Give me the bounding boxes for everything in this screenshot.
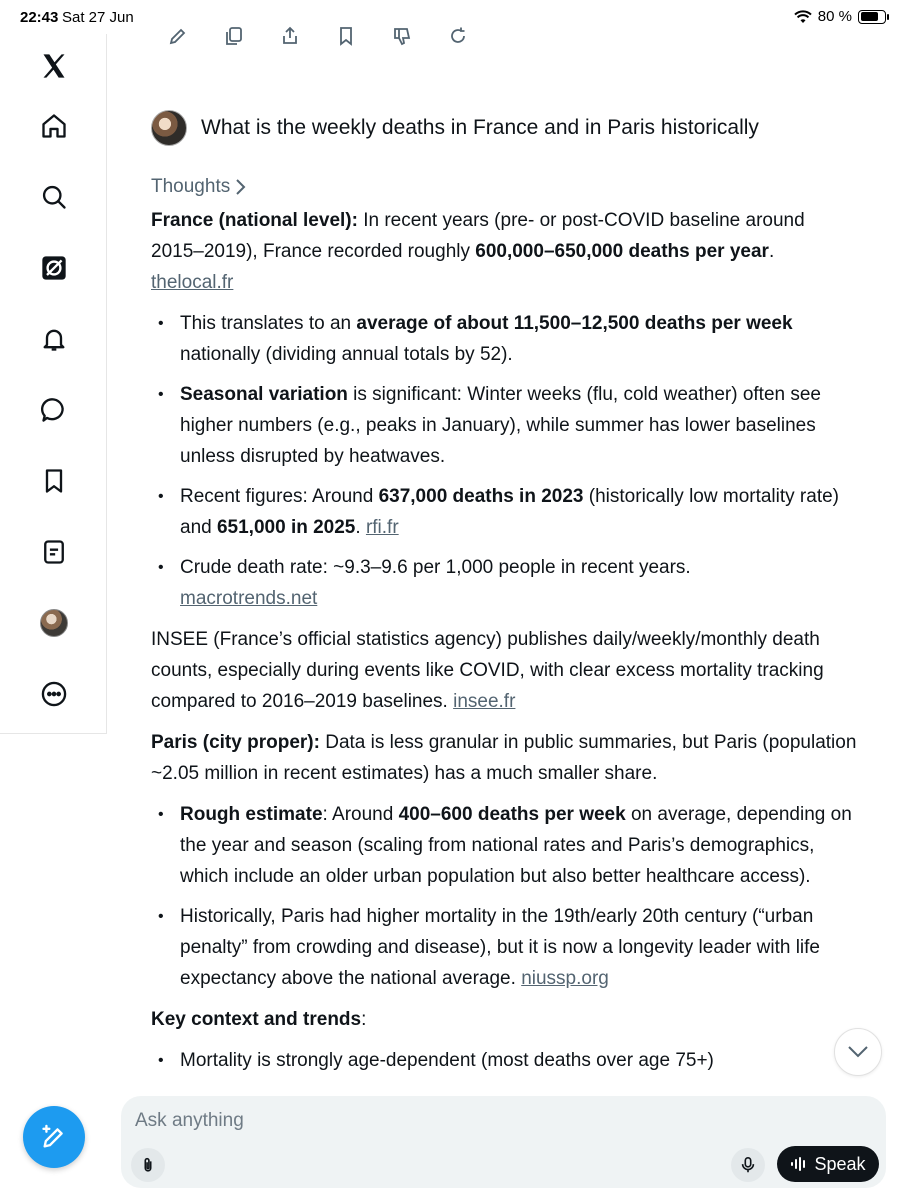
source-link-niussp[interactable]: niussp.org: [521, 968, 609, 989]
bullet-text: This translates to an: [180, 313, 357, 334]
france-bold1: 600,000–650,000 deaths per year: [475, 241, 769, 262]
bell-icon[interactable]: [34, 319, 74, 359]
waveform-icon: [790, 1156, 808, 1172]
paris-text: Data is less granular in public summaries, but Paris (population ~2.05 million in recent estimates) has a much smaller share.: [151, 732, 857, 784]
france-bullets: [151, 308, 861, 614]
france-text2: .: [768, 241, 775, 262]
paragraph-insee: [151, 624, 861, 717]
list-item: [151, 552, 861, 614]
x-logo-icon[interactable]: [34, 46, 74, 86]
search-icon[interactable]: [34, 177, 74, 217]
question-text: What is the weekly deaths in France and in Paris historically: [201, 116, 759, 139]
key-context-colon: :: [361, 1009, 367, 1030]
bullet-bold: 400–600 deaths per week: [398, 804, 626, 825]
paragraph-key-context: [151, 1004, 861, 1035]
bookmark-icon[interactable]: [34, 461, 74, 501]
user-question: [151, 110, 851, 146]
bullet-bold: average of about 11,500–12,500 deaths per week: [356, 313, 793, 334]
message-icon[interactable]: [34, 390, 74, 430]
paperclip-icon: [139, 1156, 157, 1174]
status-time: 22:43: [20, 9, 59, 26]
mic-icon: [739, 1156, 757, 1174]
list-item: [151, 799, 861, 892]
paris-bullets: [151, 799, 861, 994]
key-context-bullets: [151, 1045, 861, 1071]
bullet-bold: 651,000 in 2025: [216, 517, 356, 538]
bullet-text: nationally (dividing annual totals by 52).: [180, 344, 513, 365]
bullet-text: Crude death rate: ~9.3–9.6 per 1,000 people in recent years.: [180, 557, 691, 578]
thoughts-toggle[interactable]: [151, 171, 861, 202]
paris-heading: Paris (city proper):: [151, 732, 320, 753]
answer-content: [151, 171, 861, 1070]
thumbs-down-icon[interactable]: [392, 26, 412, 46]
battery-percent: 80 %: [817, 8, 852, 25]
edit-icon[interactable]: [168, 26, 188, 46]
sidebar: [0, 34, 107, 734]
bullet-text: : Around: [322, 804, 399, 825]
bullet-text: Recent figures: Around: [180, 486, 379, 507]
chevron-down-icon: [847, 1045, 869, 1059]
source-link-insee[interactable]: insee.fr: [453, 691, 516, 712]
list-item: [151, 308, 861, 370]
bullet-text: is significant: Winter weeks (flu, cold weather) often see higher numbers (e.g., peaks in January), while summer has lower baselines unless disrupted by heatwaves.: [180, 384, 821, 467]
composer: [121, 1096, 886, 1188]
bullet-text: (historically low mortality rate) and: [180, 486, 839, 538]
avatar: [151, 110, 187, 146]
compose-icon: [40, 1123, 68, 1151]
copy-icon[interactable]: [224, 26, 244, 46]
speak-label: Speak: [814, 1153, 866, 1174]
france-heading: France (national level):: [151, 210, 358, 231]
bookmark-answer-icon[interactable]: [336, 26, 356, 46]
paragraph-paris: [151, 727, 861, 789]
source-link-macrotrends[interactable]: macrotrends.net: [180, 588, 318, 609]
france-text1: In recent years (pre- or post-COVID baseline around 2015–2019), France recorded roughly: [151, 210, 805, 262]
source-link-thelocal[interactable]: thelocal.fr: [151, 272, 234, 293]
key-context-heading: Key context and trends: [151, 1009, 362, 1030]
list-item: [151, 901, 861, 994]
mic-button[interactable]: [731, 1148, 765, 1182]
bullet-bold: Rough estimate: [180, 804, 323, 825]
share-icon[interactable]: [280, 26, 300, 46]
chevron-right-icon: [234, 178, 246, 196]
list-item: [151, 1045, 861, 1076]
bullet-text: on average, depending on the year and season (scaling from national rates and Paris’s demographics, which include an older urban population but also better healthcare access).: [180, 804, 852, 887]
insee-text: INSEE (France’s official statistics agency) publishes daily/weekly/monthly death counts, especially during events like COVID, with clear excess mortality tracking compared to 2016–2019 baselines.: [151, 629, 824, 712]
status-right: [794, 8, 886, 25]
profile-avatar[interactable]: [34, 603, 74, 643]
more-icon[interactable]: [34, 674, 74, 714]
wifi-icon: [794, 10, 812, 24]
list-item: [151, 379, 861, 472]
bullet-text: Historically, Paris had higher mortality in the 19th/early 20th century (“urban penalty” from crowding and disease), but it is now a longevity leader with life expectancy above the national average.: [180, 906, 820, 989]
list-icon[interactable]: [34, 532, 74, 572]
bullet-bold: Seasonal variation: [180, 384, 348, 405]
ask-input[interactable]: [135, 1110, 835, 1132]
home-icon[interactable]: [34, 106, 74, 146]
scroll-down-button[interactable]: [834, 1028, 882, 1076]
bullet-text: .: [355, 517, 366, 538]
list-item: [151, 481, 861, 543]
regenerate-icon[interactable]: [448, 26, 468, 46]
response-actions: [168, 26, 468, 46]
battery-icon: [858, 10, 886, 24]
status-date: Sat 27 Jun: [62, 9, 134, 26]
paragraph-france: [151, 205, 861, 298]
attach-button[interactable]: [131, 1148, 165, 1182]
grok-icon[interactable]: [34, 248, 74, 288]
battery-level: [861, 12, 879, 21]
source-link-rfi[interactable]: rfi.fr: [365, 517, 399, 538]
thoughts-label: Thoughts: [151, 176, 231, 197]
speak-button[interactable]: [777, 1146, 879, 1182]
bullet-bold: 637,000 deaths in 2023: [378, 486, 584, 507]
avatar: [40, 609, 68, 637]
compose-button[interactable]: [23, 1106, 85, 1168]
bullet-text: Mortality is strongly age-dependent (most deaths over age 75+): [180, 1050, 714, 1071]
